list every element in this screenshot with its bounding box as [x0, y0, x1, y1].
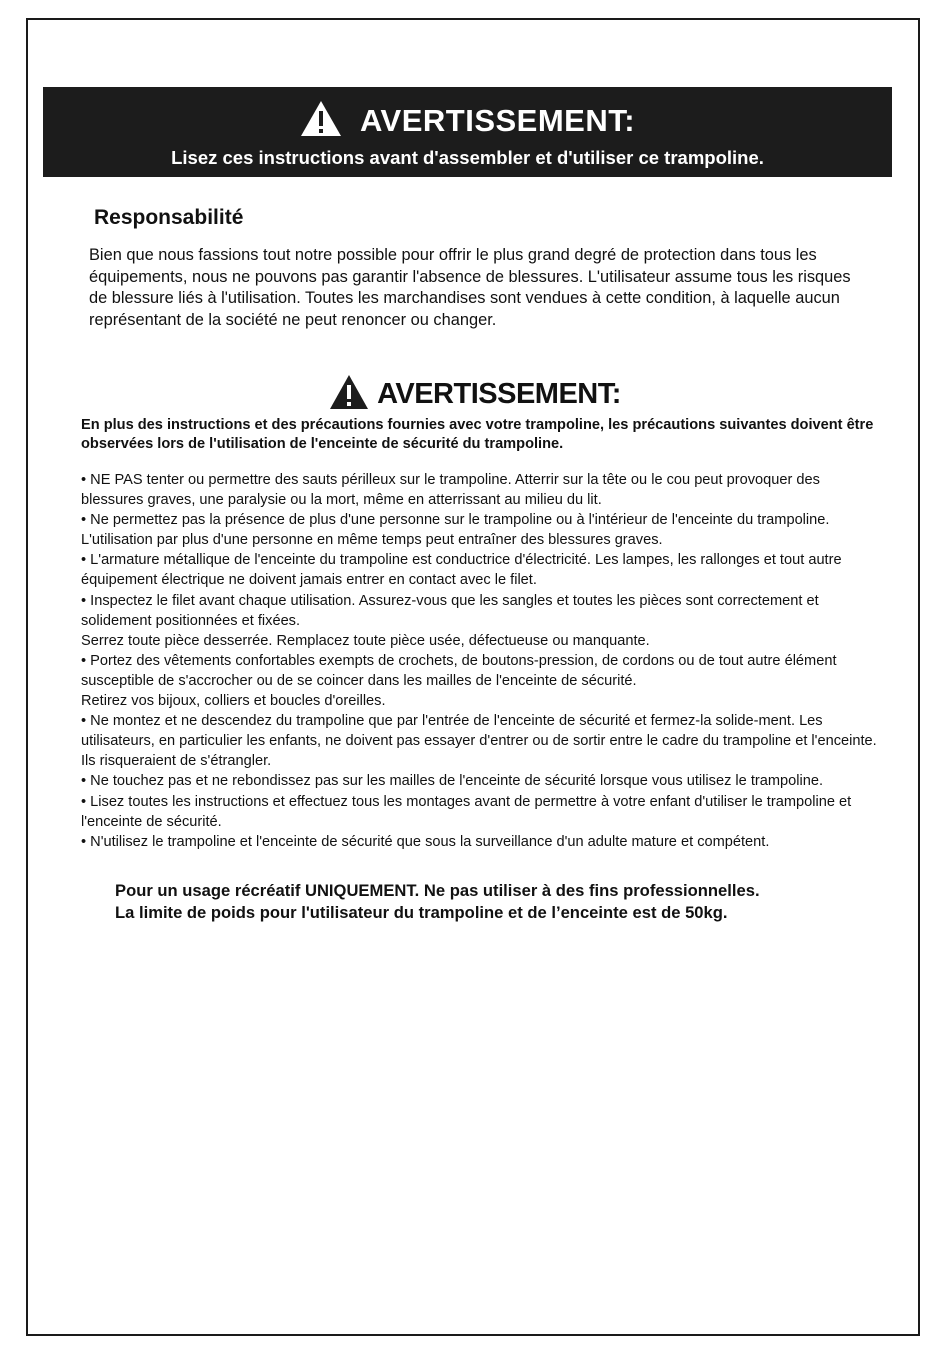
list-item: Serrez toute pièce desserrée. Remplacez toute pièce usée, défectueuse ou manquante.: [81, 632, 650, 649]
list-item: • NE PAS tenter ou permettre des sauts périlleux sur le trampoline. Atterrir sur la tête ou le cou peut provoquer des blessures graves, une paralysie ou la mort, même en atterrissant au milieu du lit.: [81, 472, 820, 509]
responsibility-body: Bien que nous fassions tout notre possible pour offrir le plus grand degré de protection dans tous les équipements, nous ne pouvons pas garantir l'absence de blessures. L'utilisateur assume tous les risques de blessure liés à l'utilisation. Toutes les marchandises sont vendues à cette condition, à laquelle aucun représentant de la société ne peut renoncer ou changer.: [89, 246, 851, 329]
warning-triangle-icon: [329, 374, 369, 415]
usage-notice: [115, 880, 875, 924]
warning-title: AVERTISSEMENT:: [377, 377, 621, 410]
precautions-list: [81, 470, 881, 852]
list-item: • Ne touchez pas et ne rebondissez pas sur les mailles de l'enceinte de sécurité lorsque vous utilisez le trampoline.: [81, 773, 824, 790]
warning-banner: [43, 87, 892, 177]
list-item: • N'utilisez le trampoline et l'enceinte de sécurité que sous la surveillance d'un adulte mature et compétent.: [81, 833, 770, 850]
list-item: • Portez des vêtements confortables exempts de crochets, de boutons-pression, de cordons ou de tout autre élément susceptible de s'accrocher ou de se coincer dans les mailles de l'enceinte de sécurité.: [81, 652, 837, 689]
list-item: • Inspectez le filet avant chaque utilisation. Assurez-vous que les sangles et toutes les pièces sont correctement et solidement positionnées et fixées.: [81, 592, 819, 629]
usage-notice-line: Pour un usage récréatif UNIQUEMENT. Ne pas utiliser à des fins professionnelles.: [115, 881, 760, 900]
responsibility-title: Responsabilité: [94, 206, 244, 229]
weight-limit-line: La limite de poids pour l'utilisateur du trampoline et de l’enceinte est de 50kg.: [115, 903, 728, 922]
list-item: • Lisez toutes les instructions et effectuez tous les montages avant de permettre à votre enfant d'utiliser le trampoline et l'enceinte de sécurité.: [81, 793, 852, 830]
banner-title-row: [43, 101, 892, 141]
warning-intro: En plus des instructions et des précautions fournies avec votre trampoline, les précautions suivantes doivent être observées lors de l'utilisation de l'enceinte de sécurité du trampoline.: [81, 417, 874, 452]
warning-heading: [0, 374, 950, 414]
list-item: • L'armature métallique de l'enceinte du trampoline est conductrice d'électricité. Les lampes, les rallonges et tout autre équipement électrique ne doivent jamais entrer en contact avec le filet.: [81, 552, 842, 589]
warning-triangle-icon: [300, 100, 342, 142]
list-item: Retirez vos bijoux, colliers et boucles d'oreilles.: [81, 693, 386, 710]
banner-title: AVERTISSEMENT:: [359, 103, 636, 138]
banner-subtitle: Lisez ces instructions avant d'assembler et d'utiliser ce trampoline.: [171, 147, 764, 168]
list-item: • Ne permettez pas la présence de plus d'une personne sur le trampoline ou à l'intérieur de l'enceinte du trampoline. L'utilisation par plus d'une personne en même temps peut entraîner des blessures graves.: [81, 512, 830, 549]
list-item: • Ne montez et ne descendez du trampoline que par l'entrée de l'enceinte de sécurité et fermez-la solide-ment. Les utilisateurs, en particulier les enfants, ne doivent pas essayer d'entrer ou de sortir entre le cadre du trampoline et l'enceinte. Ils risqueraient de s'étrangler.: [81, 713, 877, 770]
